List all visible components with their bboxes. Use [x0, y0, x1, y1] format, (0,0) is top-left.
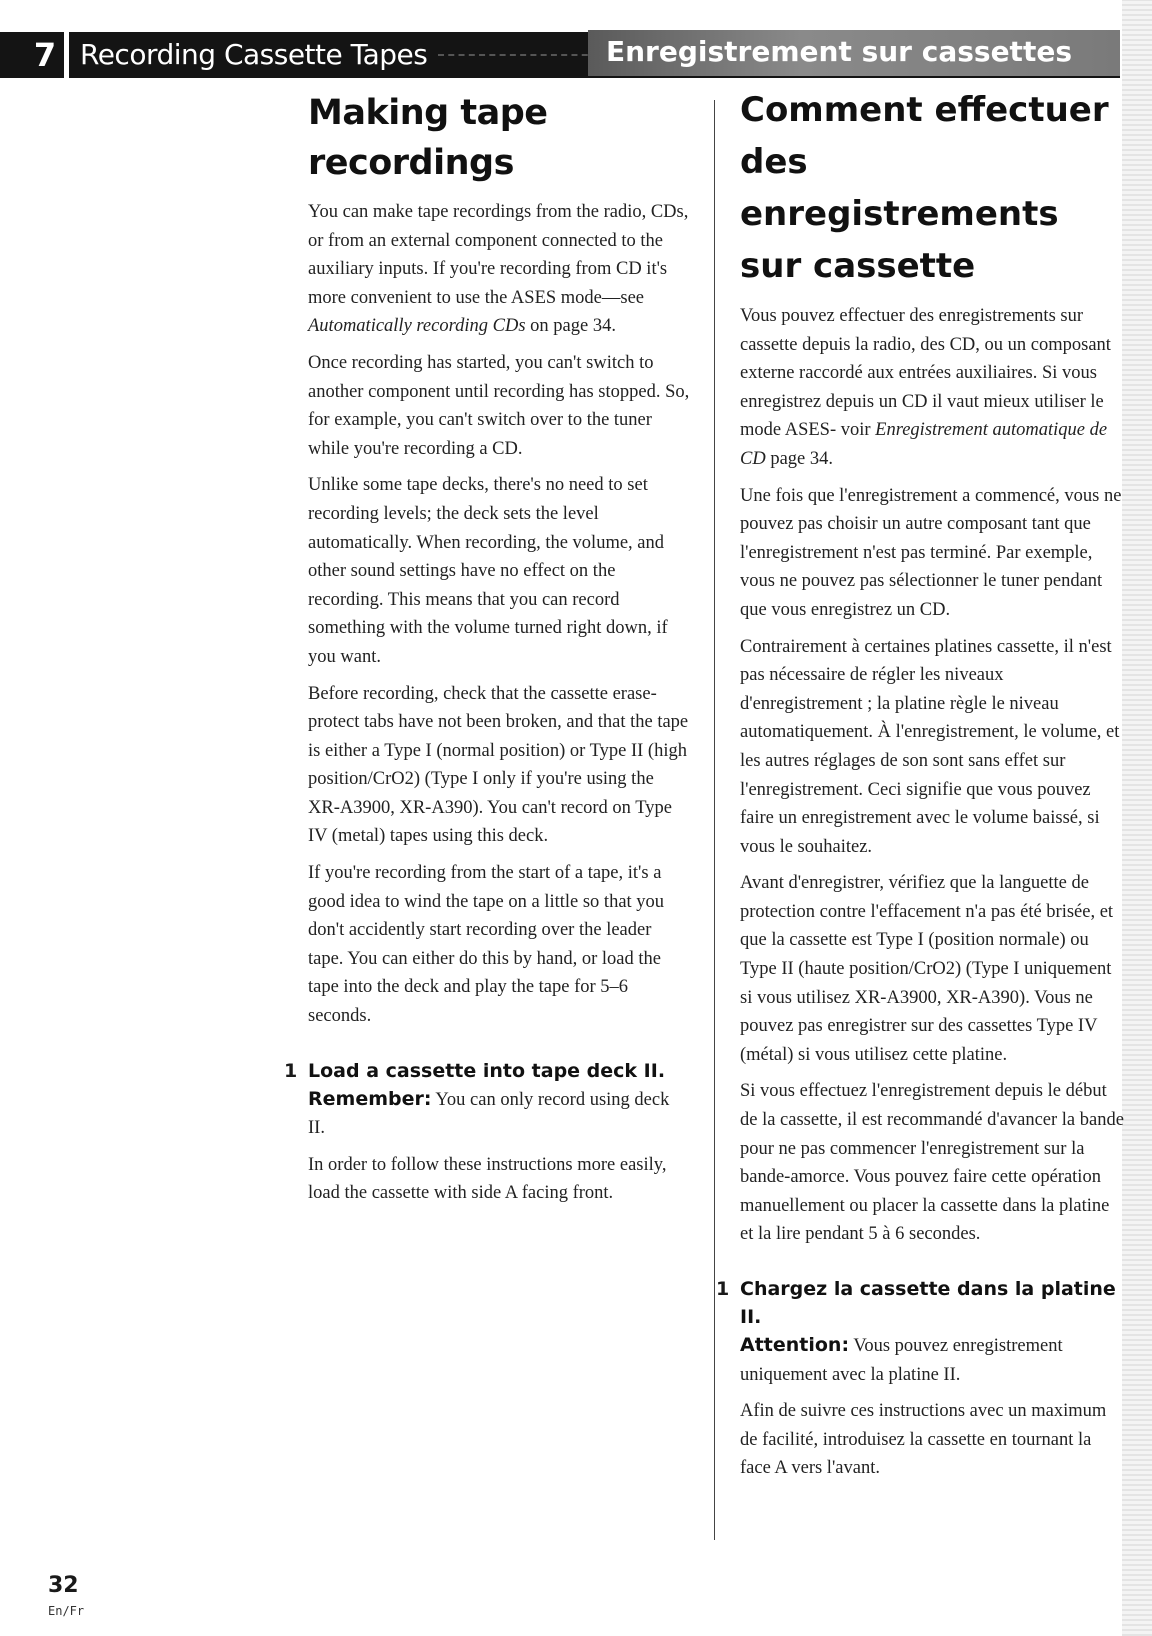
paragraph-en-5: If you're recording from the start of a tape, it's a good idea to wind the tape on a little so that you don't accidently start recording over the leader tape. You can either do this by hand, or load the tape into the deck and play the tape for 5–6 seconds. — [308, 863, 665, 1027]
step-number: 1 — [284, 1059, 298, 1082]
paragraph-en-2: Once recording has started, you can't switch to another component until recording has stopped. So, for example, you can't switch over to the tuner while you're recording a CD. — [308, 352, 690, 459]
step-note-en: Remember: You can only record using deck II. — [308, 1087, 670, 1139]
section-title-en: Making tape recordings — [308, 93, 548, 183]
paragraph-fr-3: Contrairement à certaines platines cassette, il n'est pas nécessaire de régler les niveaux d'enregistrement ; la platine règle le niveau automatiquement. À l'enregistrement, le volume, et les autres réglages de son sont sans effet sur l'enregistrement. Ceci signifie que vous pouvez faire un enregistrement avec le volume baissé, si vous le souhaitez. — [740, 636, 1120, 857]
paragraph-en-1: You can make tape recordings from the radio, CDs, or from an external component connected to the auxiliary inputs. If you're recording from CD it's more convenient to use the ASES mode—see Automatically recording CDs on page 34. — [308, 202, 689, 337]
cross-reference-fr: Enregistrement automatique de CD — [740, 420, 1108, 469]
cross-reference-en: Automatically recording CDs — [308, 316, 526, 337]
page-number: 32 — [48, 1573, 79, 1598]
header-dash-divider — [438, 54, 598, 56]
chapter-separator — [64, 32, 69, 78]
step-text-fr: Afin de suivre ces instructions avec un maximum de facilité, introduisez la cassette en tournant la face A vers l'avant. — [740, 1401, 1107, 1479]
column-divider — [714, 100, 715, 1540]
paragraph-fr-5: Si vous effectuez l'enregistrement depuis le début de la cassette, il est recommandé d'avancer la bande pour ne pas commencer l'enregistrement sur la bande-amorce. Vous pouvez faire cette opération manuellement ou placer la cassette dans la platine et la lire pendant 5 à 6 secondes. — [740, 1081, 1124, 1245]
step-heading-fr: Chargez la cassette dans la platine II. — [740, 1278, 1116, 1328]
chapter-title-en: Recording Cassette Tapes — [80, 38, 428, 71]
language-code: En/Fr — [48, 1604, 85, 1618]
step-heading-en: Load a cassette into tape deck II. — [308, 1059, 666, 1082]
step-1-en — [284, 1057, 690, 1208]
paragraph-fr-4: Avant d'enregistrer, vérifiez que la languette de protection contre l'effacement n'a pas été brisée, et que la cassette est Type I (position normale) ou Type II (haute position/CrO2) (Type I uniquement si vous utilisez XR-A3900, XR-A390). Vous ne pouvez pas enregistrer sur des cassettes Type IV (métal) si vous utilisez cette platine. — [740, 873, 1114, 1065]
step-note-fr: Attention: Vous pouvez enregistrement uniquement avec la platine II. — [740, 1334, 1063, 1385]
step-1-fr — [716, 1275, 1124, 1483]
step-number: 1 — [716, 1278, 730, 1300]
chapter-title-fr: Enregistrement sur cassettes — [588, 30, 1120, 76]
paragraph-en-3: Unlike some tape decks, there's no need to set recording levels; the deck sets the level automatically. When recording, the volume, and other sound settings have no effect on the recording. This means that you can record something with the volume turned right down, if you want. — [308, 475, 668, 667]
scan-edge — [1122, 0, 1152, 1636]
paragraph-fr-2: Une fois que l'enregistrement a commencé, vous ne pouvez pas choisir un autre composant tant que l'enregistrement n'est pas terminé. Par exemple, vous ne pouvez pas sélectionner le tuner pendant que vous enregistrez un CD. — [740, 485, 1122, 620]
section-title-fr: Comment effectuer des enregistrements sur cassette — [740, 90, 1109, 286]
paragraph-en-4: Before recording, check that the cassette erase-protect tabs have not been broken, and that the tape is either a Type I (normal position) or Type II (high position/CrO2) (Type I only if you're using the XR-A3900, XR-A390). You can't record on Type IV (metal) tapes using this deck. — [308, 683, 689, 847]
chapter-number: 7 — [33, 36, 57, 74]
step-text-en: In order to follow these instructions more easily, load the cassette with side A facing front. — [308, 1154, 667, 1204]
paragraph-fr-1: Vous pouvez effectuer des enregistrements sur cassette depuis la radio, des CD, ou un composant externe raccordé aux entrées auxiliaires. Si vous enregistrez depuis un CD il vaut mieux utiliser le mode ASES- voir Enregistrement automatique de CD page 34. — [740, 306, 1111, 469]
english-column — [284, 88, 690, 1216]
french-column — [716, 84, 1124, 1491]
